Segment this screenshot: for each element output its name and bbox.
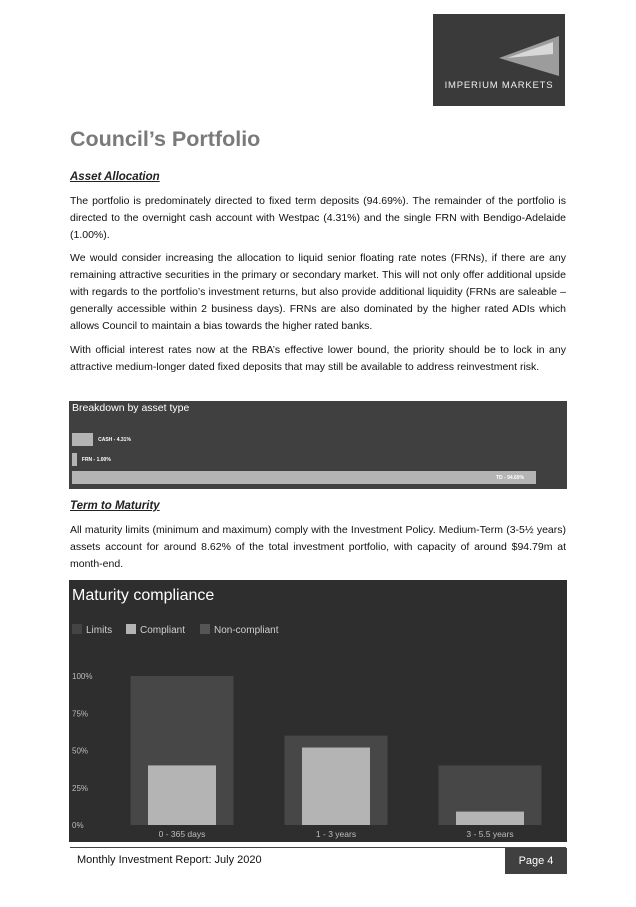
legend-limits-swatch	[72, 624, 82, 634]
asset-allocation-heading: Asset Allocation	[70, 171, 160, 183]
asset-allocation-paragraph-3: With official interest rates now at the RBA’s effective lower bound, the priority should be to lock in any attractive medium-longer dated fixed deposits that may still be available to address reinvestment risk.	[70, 344, 566, 373]
footer-report-name: Monthly Investment Report: July 2020	[77, 854, 262, 866]
td-bar-label: TD - 94.69%	[495, 475, 525, 481]
legend-noncompliant-swatch	[200, 624, 210, 634]
asset-allocation-paragraph-2: We would consider increasing the allocation to liquid senior floating rate notes (FRNs), if there are any remaining attractive securities in the primary or secondary market. This will not only offer additional upside with regards to the portfolio’s investment returns, but also provide additional liquidity (FRNs are saleable – generally accessible within 2 business days). FRNs are also dominated by the higher rated ADIs which allows Council to maintain a bias towards the higher rated banks.	[70, 252, 566, 332]
compliant-bar	[456, 812, 524, 825]
compliant-bar	[302, 748, 370, 825]
x-tick-label: 0 - 365 days	[158, 829, 206, 839]
x-tick-label: 3 - 5.5 years	[466, 829, 514, 839]
logo-mark-icon	[433, 14, 565, 80]
compliant-bar	[148, 765, 216, 825]
cash-bar-label: CASH - 4.31%	[98, 437, 131, 443]
asset-breakdown-chart	[69, 401, 567, 489]
legend-noncompliant-label: Non-compliant	[214, 625, 279, 636]
y-tick-label: 50%	[72, 746, 89, 756]
y-tick-label: 25%	[72, 783, 89, 793]
y-tick-label: 75%	[72, 709, 89, 719]
frn-bar	[72, 453, 77, 466]
y-tick-label: 0%	[72, 821, 84, 830]
td-bar	[72, 471, 536, 484]
legend-compliant-label: Compliant	[140, 625, 186, 636]
logo-brand-name: IMPERIUM MARKETS	[444, 80, 554, 91]
legend-limits-label: Limits	[86, 625, 113, 636]
imperium-markets-logo	[433, 14, 565, 106]
term-to-maturity-heading: Term to Maturity	[70, 500, 160, 512]
footer-divider	[70, 847, 566, 848]
maturity-compliance-chart	[69, 580, 567, 842]
asset-allocation-paragraph-1: The portfolio is predominately directed to fixed term deposits (94.69%). The remainder of the portfolio is directed to the overnight cash account with Westpac (4.31%) and the single FRN with Bendigo-Adelaide (1.00%).	[70, 195, 566, 241]
page-number: Page 4	[505, 848, 567, 874]
page-title: Council’s Portfolio	[70, 127, 261, 151]
x-tick-label: 1 - 3 years	[315, 829, 357, 839]
y-tick-label: 100%	[72, 672, 93, 681]
maturity-chart-title: Maturity compliance	[72, 587, 215, 604]
frn-bar-label: FRN - 1.00%	[81, 457, 111, 463]
maturity-chart-svg	[69, 580, 567, 842]
cash-bar	[72, 433, 93, 446]
legend-compliant-swatch	[126, 624, 136, 634]
asset-chart-title: Breakdown by asset type	[72, 402, 190, 414]
term-to-maturity-paragraph: All maturity limits (minimum and maximum) comply with the Investment Policy. Medium-Term (3-5½ years) assets account for around 8.62% of the total investment portfolio, with capacity of around $94.79m at month-end.	[70, 524, 566, 570]
